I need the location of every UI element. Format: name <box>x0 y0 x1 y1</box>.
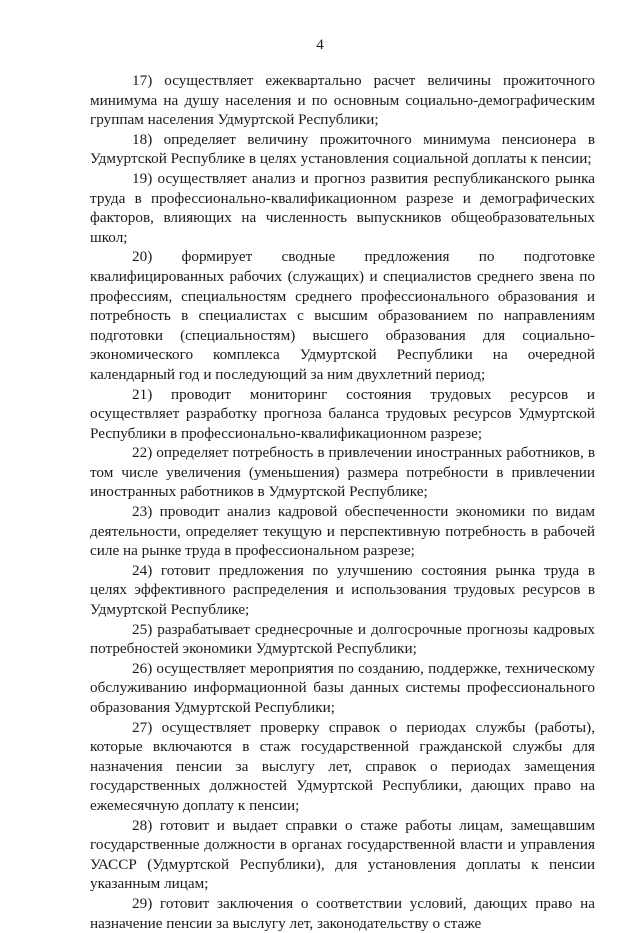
list-item-19: 19) осуществляет анализ и прогноз развития республиканского рынка труда в профессионально-квалификационном разрезе и демографических факторов, влияющих на численность выпускников общеобразовательных школ; <box>90 169 595 246</box>
list-item-26: 26) осуществляет мероприятия по созданию, поддержке, техническому обслуживанию информационной базы данных системы профессионального образования Удмуртской Республики; <box>90 659 595 716</box>
list-item-27: 27) осуществляет проверку справок о периодах службы (работы), которые включаются в стаж государственной гражданской службы для назначения пенсии за выслугу лет, справок о периодах замещения государственных должностей Удмуртской Республики, дающих право на ежемесячную доплату к пенсии; <box>90 718 595 814</box>
list-item-29: 29) готовит заключения о соответствии условий, дающих право на назначение пенсии за выслугу лет, законодательству о стаже <box>90 894 595 932</box>
list-item-20: 20) формирует сводные предложения по подготовке квалифицированных рабочих (служащих) и специалистов среднего звена по профессиям, специальностям среднего профессионального образования и потребность в специалистах с высшим образованием по направлениям подготовки (специальностям) высшего образования для социально-экономического комплекса Удмуртской Республики на очередной календарный год и последующий за ним двухлетний период; <box>90 248 595 383</box>
list-item-25: 25) разрабатывает среднесрочные и долгосрочные прогнозы кадровых потребностей экономики Удмуртской Республики; <box>90 620 595 658</box>
list-item-22: 22) определяет потребность в привлечении иностранных работников, в том числе увеличения (уменьшения) размера потребности в привлечении иностранных работников в Удмуртской Республике; <box>90 444 595 501</box>
list-item-18: 18) определяет величину прожиточного минимума пенсионера в Удмуртской Республике в целях установления социальной доплаты к пенсии; <box>90 130 595 168</box>
list-item-21: 21) проводит мониторинг состояния трудовых ресурсов и осуществляет разработку прогноза баланса трудовых ресурсов Удмуртской Республики в профессионально-квалификационном разрезе; <box>90 385 595 442</box>
page-number: 4 <box>316 37 324 53</box>
list-item-24: 24) готовит предложения по улучшению состояния рынка труда в целях эффективного распределения и использования трудовых ресурсов в Удмуртской Республике; <box>90 561 595 619</box>
document-body <box>90 71 595 933</box>
list-item-17: 17) осуществляет ежеквартально расчет величины прожиточного минимума на душу населения и по основным социально-демографическим группам населения Удмуртской Республики; <box>90 72 595 129</box>
list-item-28: 28) готовит и выдает справки о стаже работы лицам, замещавшим государственные должности в органах государственной власти и управления УАССР (Удмуртской Республики), для установления доплаты к пенсии указанным лицам; <box>90 816 595 893</box>
list-item-23: 23) проводит анализ кадровой обеспеченности экономики по видам деятельности, определяет текущую и перспективную потребность в рабочей силе на рынке труда в профессиональном разрезе; <box>90 503 595 560</box>
